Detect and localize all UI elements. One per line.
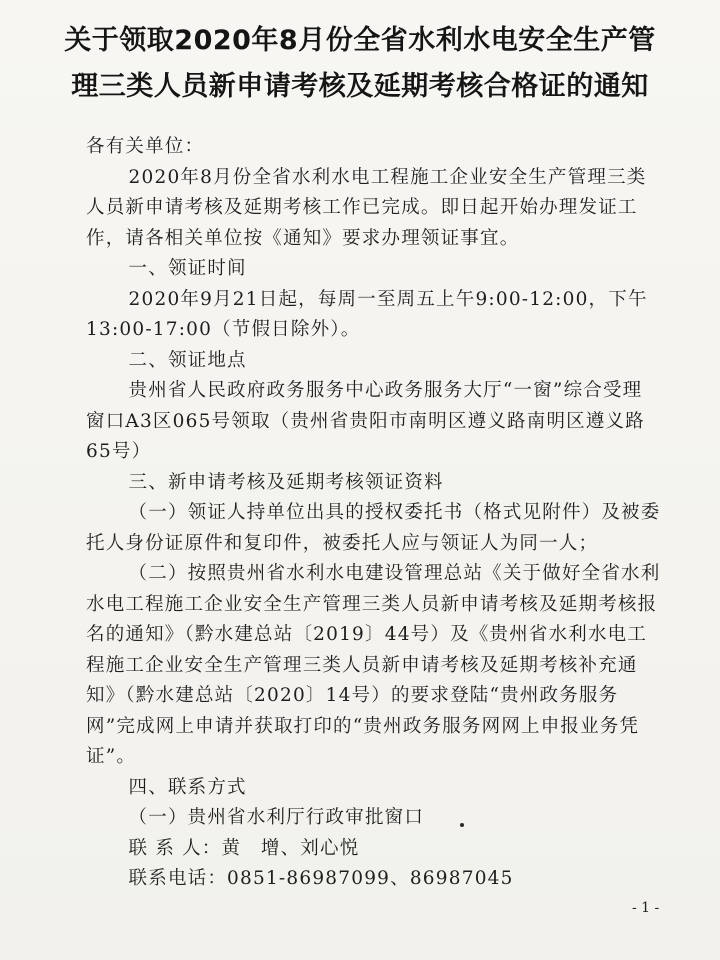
- section-heading-location: 二、领证地点: [128, 349, 247, 371]
- salutation: 各有关单位：: [86, 136, 205, 157]
- paragraph-contact-phone: 联系电话：0851-86987099、86987045: [128, 868, 514, 889]
- paragraph-time: 2020年9月21日起，每周一至周五上午9:00-12:00，下午13:00-17:00（节假日除外）。: [86, 288, 648, 340]
- paragraph-contact-person: 联 系 人：黄 增、刘心悦: [128, 837, 360, 859]
- section-heading-materials: 三、新申请考核及延期考核领证资料: [128, 471, 444, 493]
- title-line-2: 理三类人员新申请考核及延期考核合格证的通知: [71, 71, 649, 102]
- paragraph-materials-2: （二）按照贵州省水利水电建设管理总站《关于做好全省水利水电工程施工企业安全生产管理三类人员新申请考核及延期考核报名的通知》（黔水建总站〔2019〕44号）及《贵州省水利水电工程施工企业安全生产管理三类人员新申请考核及延期考核补充通知》（黔水建总站〔2020〕14号）的要求登陆“贵州政务服务网”完成网上申请并获取打印的“贵州政务服务网网上申报业务凭证”。: [86, 563, 661, 767]
- section-heading-time: 一、领证时间: [128, 258, 247, 279]
- title-line-1: 关于领取2020年8月份全省水利水电安全生产管: [64, 25, 656, 56]
- paragraph-location: 贵州省人民政府政务服务中心政务服务大厅“一窗”综合受理窗口A3区065号领取（贵州省贵阳市南明区遵义路南明区遵义路65号）: [86, 380, 645, 462]
- document-title: [40, 18, 680, 110]
- section-heading-contact: 四、联系方式: [128, 776, 247, 798]
- page-number: - 1 -: [632, 900, 660, 916]
- paragraph-intro: 2020年8月份全省水利水电工程施工企业安全生产管理三类人员新申请考核及延期考核工作已完成。即日起开始办理发证工作，请各相关单位按《通知》要求办理领证事宜。: [86, 166, 647, 249]
- document-body: [86, 132, 662, 895]
- paragraph-materials-1: （一）领证人持单位出具的授权委托书（格式见附件）及被委托人身份证原件和复印件，被委托人应与领证人为同一人；: [86, 502, 661, 554]
- ink-dot: [460, 823, 464, 827]
- paragraph-contact-office: （一）贵州省水利厅行政审批窗口: [128, 807, 425, 828]
